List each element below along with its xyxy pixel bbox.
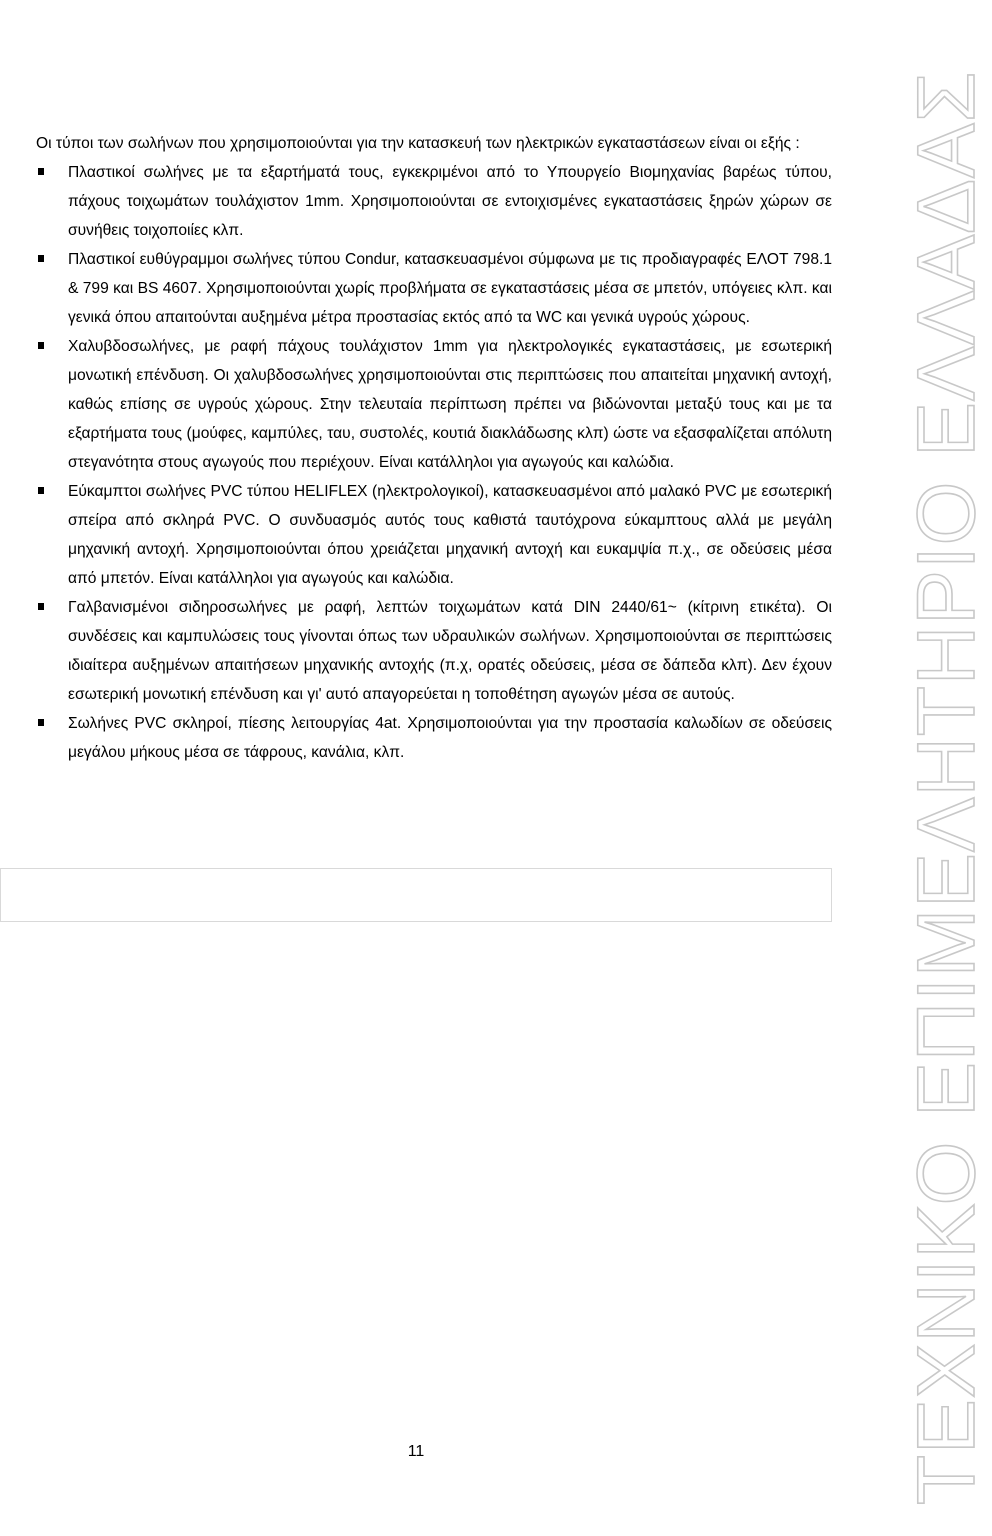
list-item-text: Χαλυβδοσωλήνες, με ραφή πάχους τουλάχιστον 1mm για ηλεκτρολογικές εγκαταστάσεις, με εσωτερική μονωτική επένδυση. Οι χαλυβδοσωλήνες χρησιμοποιούνται στις περιπτώσεις που απαιτείται μηχανική αντοχή, καθώς επίσης σε υγρούς χώρους. Στην τελευταία περίπτωση πρέπει να βιδώνονται μεταξύ τους και με τα εξαρτήματα τους (μούφες, καμπύλες, ταυ, συστολές, κουτιά διακλάδωσης κλπ) ώστε να εξασφαλίζεται απόλυτη στεγανότητα στους αγωγούς που περιέχουν. Είναι κατάλληλοι για αγωγούς και καλώδια.	[68, 338, 832, 471]
list-item	[36, 332, 832, 477]
watermark-text: ΤΕΧΝΙΚΟ ΕΠΙΜΕΛΗΤΗΡΙΟ ΕΛΛΑΔΑΣ	[901, 70, 992, 1505]
square-bullet-icon	[38, 168, 44, 175]
square-bullet-icon	[38, 255, 44, 262]
blank-box	[0, 868, 832, 922]
intro-paragraph: Οι τύποι των σωλήνων που χρησιμοποιούνται για την κατασκευή των ηλεκτρικών εγκαταστάσεων είναι οι εξής :	[36, 135, 800, 152]
list-item-text: Σωλήνες PVC σκληροί, πίεσης λειτουργίας 4at. Χρησιμοποιούνται για την προστασία καλωδίων σε οδεύσεις μεγάλου μήκους μέσα σε τάφρους, κανάλια, κλπ.	[68, 715, 832, 761]
list-item	[36, 593, 832, 709]
square-bullet-icon	[38, 719, 44, 726]
list-item-text: Εύκαμπτοι σωλήνες PVC τύπου HELIFLEX (ηλεκτρολογικοί), κατασκευασμένοι από μαλακό PVC με εσωτερική σπείρα από σκληρά PVC. Ο συνδυασμός αυτός τους καθιστά ταυτόχρονα εύκαμπτους αλλά με μεγάλη μηχανική αντοχή. Χρησιμοποιούνται όπου χρειάζεται μηχανική αντοχή και ευκαμψία π.χ., σε οδεύσεις μέσα από μπετόν. Είναι κατάλληλοι για αγωγούς και καλώδια.	[68, 483, 832, 587]
list-item	[36, 709, 832, 767]
list-item	[36, 477, 832, 593]
pipe-types-list	[36, 158, 832, 767]
list-item-text: Γαλβανισμένοι σιδηροσωλήνες με ραφή, λεπτών τοιχωμάτων κατά DIN 2440/61~ (κίτρινη ετικέτα). Οι συνδέσεις και καμπυλώσεις τους γίνονται όπως των υδραυλικών σωλήνων. Χρησιμοποιούνται σε περιπτώσεις ιδιαίτερα αυξημένων απαιτήσεων μηχανικής αντοχής (π.χ, ορατές οδεύσεις, μέσα σε δάπεδα κλπ). Δεν έχουν εσωτερική μονωτική επένδυση και γι' αυτό απαγορεύεται η τοποθέτηση αγωγών μέσα σε αυτούς.	[68, 599, 832, 703]
square-bullet-icon	[38, 603, 44, 610]
square-bullet-icon	[38, 342, 44, 349]
list-item	[36, 245, 832, 332]
list-item-text: Πλαστικοί ευθύγραμμοι σωλήνες τύπου Condur, κατασκευασμένοι σύμφωνα με τις προδιαγραφές ΕΛΟΤ 798.1 & 799 και BS 4607. Χρησιμοποιούνται χωρίς προβλήματα σε εγκαταστάσεις μέσα σε μπετόν, υπόγειες κλπ. και γενικά όπου απαιτούνται αυξημένα μέτρα προστασίας εκτός από τα WC και γενικά υγρούς χώρους.	[68, 251, 832, 326]
square-bullet-icon	[38, 487, 44, 494]
list-item	[36, 158, 832, 245]
page-number: 11	[407, 1443, 425, 1460]
list-item-text: Πλαστικοί σωλήνες με τα εξαρτήματά τους, εγκεκριμένοι από το Υπουργείο Βιομηχανίας βαρέως τύπου, πάχους τοιχωμάτων τουλάχιστον 1mm. Χρησιμοποιούνται σε εντοιχισμένες εγκαταστάσεις ξηρών χώρων σε συνήθεις τοιχοποιίες κλπ.	[68, 164, 832, 239]
document-body	[36, 129, 832, 767]
